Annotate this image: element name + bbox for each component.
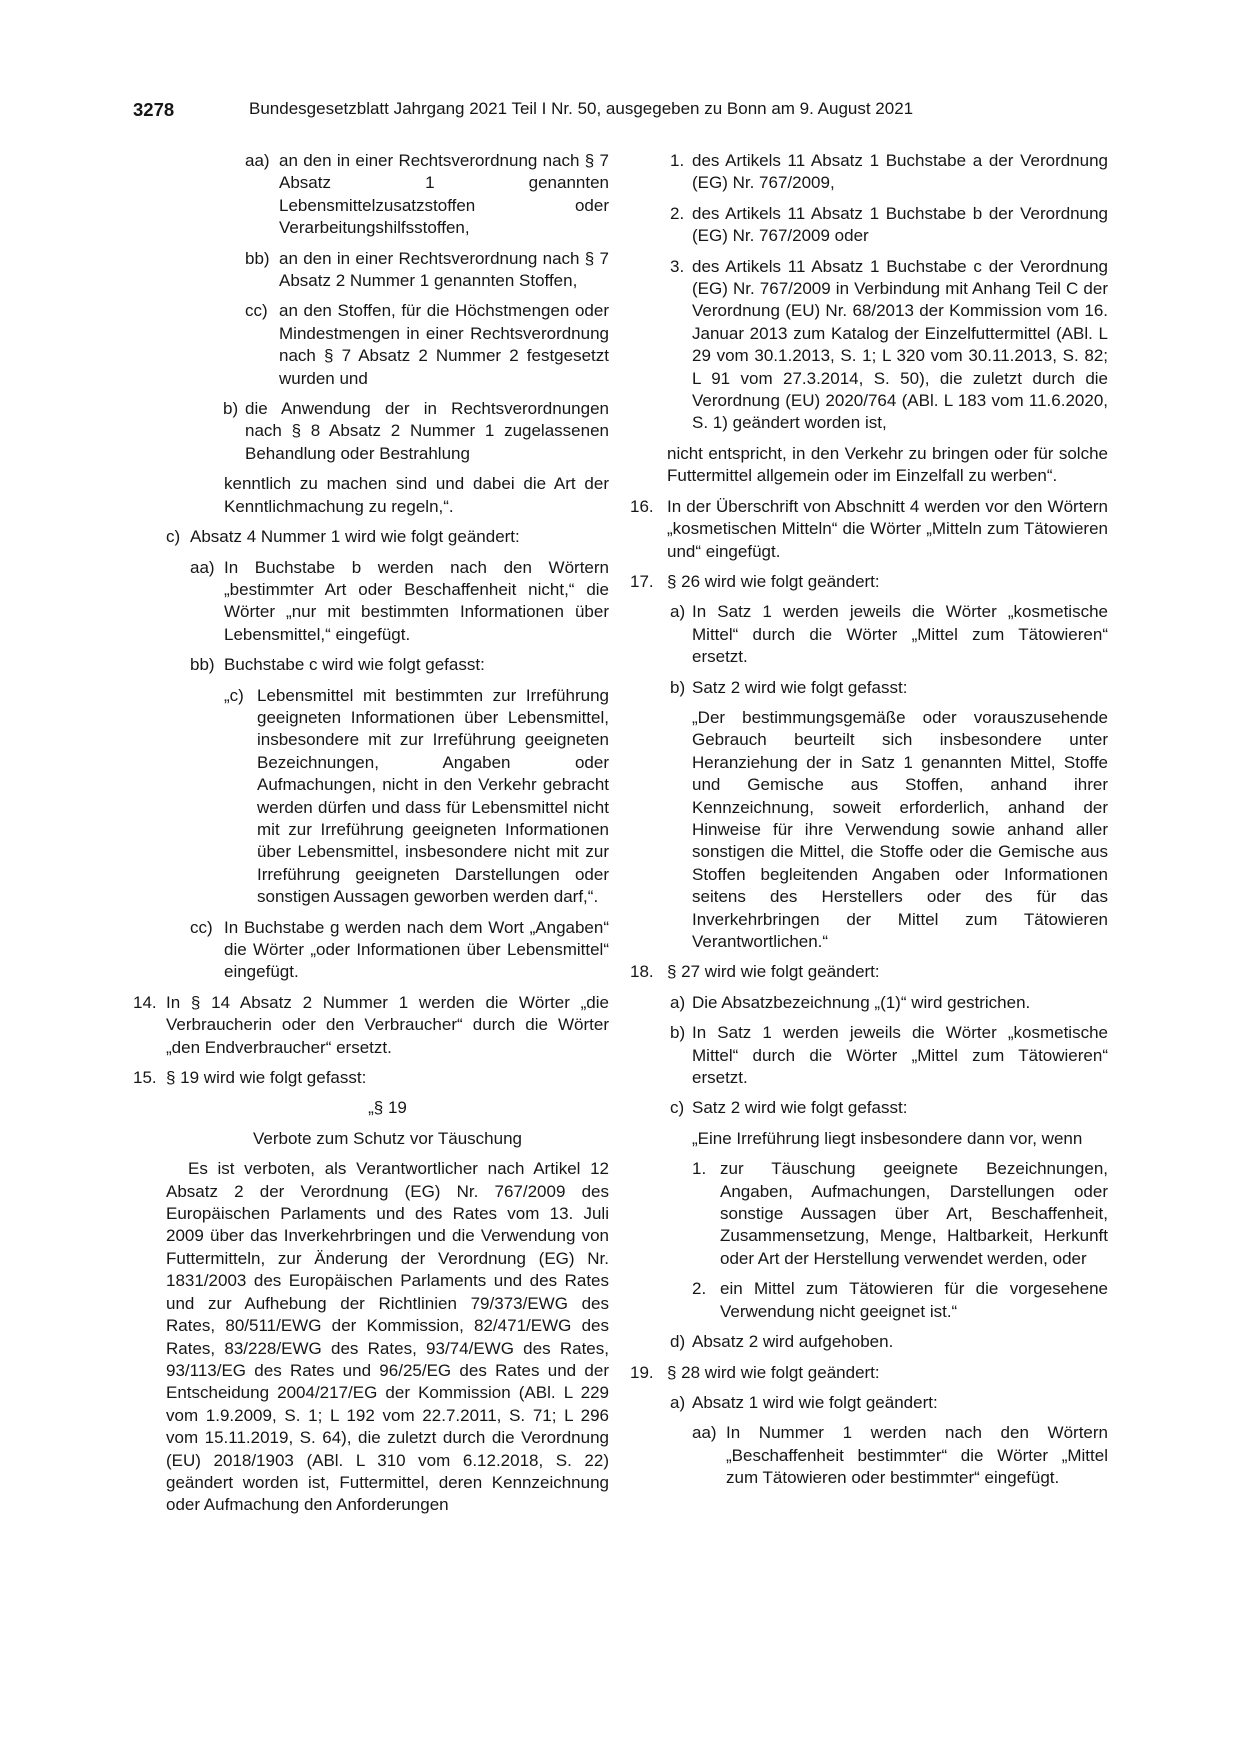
list-item	[630, 601, 1108, 668]
item-text: an den Stoffen, für die Höchstmengen oder Mindestmengen in einer Rechtsverordnung nach § 7 Absatz 2 Nummer 2 festgesetzt wurden und	[279, 301, 609, 388]
list-item	[630, 1278, 1108, 1323]
item-label: 2.	[670, 203, 685, 223]
right-column	[630, 150, 1108, 1498]
item-text: des Artikels 11 Absatz 1 Buchstabe a der Verordnung (EG) Nr. 767/2009,	[692, 151, 1108, 193]
item-text: Lebensmittel mit bestimmten zur Irreführung geeigneten Informationen über Lebensmittel, insbesondere mit zur Irreführung geeigneten Bezeichnungen, Angaben oder Aufmachungen, nicht in den Verkehr gebracht werden dürfen und dass für Lebensmittel nicht mit zur Irreführung geeigneten Informationen über Lebensmittel, insbesondere nicht mit zur Irreführung geeigneten Darstellungen oder sonstigen Aussagen geworben werden darf,“.	[257, 685, 609, 907]
item-label: „c)	[224, 685, 244, 705]
list-item	[133, 992, 609, 1059]
item-text: Absatz 1 wird wie folgt geändert:	[692, 1392, 938, 1412]
paragraph: Es ist verboten, als Verantwortlicher nach Artikel 12 Absatz 2 der Verordnung (EG) Nr. 767/2009 des Europäischen Parlaments und des Rates vom 13. Juli 2009 über das Inverkehrbringen und die Verwendung von Futtermitteln, zur Änderung der Verordnung (EG) Nr. 1831/2003 des Europäischen Parlaments und des Rates und zur Aufhebung der Richtlinien 79/373/EWG des Rates, 80/511/EWG der Kommission, 82/471/EWG des Rates, 83/228/EWG des Rates, 93/74/EWG des Rates, 93/113/EG des Rates und 96/25/EG des Rates und der Entscheidung 2004/217/EG der Kommission (ABl. L 229 vom 1.9.2009, S. 1; L 192 vom 22.7.2011, S. 71; L 296 vom 15.11.2019, S. 64), die zuletzt durch die Verordnung (EU) 2018/1903 (ABl. L 310 vom 6.12.2018, S. 22) geändert worden ist, Futtermittel, deren Kennzeichnung oder Aufmachung den Anforderungen	[166, 1159, 609, 1515]
list-item	[133, 917, 609, 984]
item-text: Absatz 4 Nummer 1 wird wie folgt geändert:	[190, 527, 520, 547]
item-label: 16.	[630, 496, 654, 516]
item-label: bb)	[190, 655, 215, 675]
list-item	[630, 571, 1108, 593]
item-text: § 28 wird wie folgt geändert:	[667, 1362, 880, 1382]
item-text: § 19 wird wie folgt gefasst:	[166, 1068, 367, 1088]
list-item	[630, 1158, 1108, 1270]
item-text: Absatz 2 wird aufgehoben.	[692, 1332, 894, 1352]
item-label: 19.	[630, 1362, 654, 1382]
item-label: d)	[670, 1332, 686, 1352]
list-item	[630, 1422, 1108, 1489]
list-item	[630, 1022, 1108, 1089]
item-text: In Nummer 1 werden nach den Wörtern „Beschaffenheit bestimmter“ die Wörter „Mittel zum Tätowieren oder bestimmter“ eingefügt.	[726, 1423, 1108, 1488]
list-item	[133, 557, 609, 647]
item-text: In Buchstabe g werden nach dem Wort „Angaben“ die Wörter „oder Informationen über Lebensmittel“ eingefügt.	[224, 917, 609, 982]
paragraph: nicht entspricht, in den Verkehr zu bringen oder für solche Futtermittel allgemein oder im Einzelfall zu werben“.	[667, 443, 1108, 486]
item-text: ein Mittel zum Tätowieren für die vorgesehene Verwendung nicht geeignet ist.“	[720, 1279, 1108, 1321]
item-text: In Satz 1 werden jeweils die Wörter „kosmetische Mittel“ durch die Wörter „Mittel zum Tätowieren“ ersetzt.	[692, 1023, 1108, 1088]
item-text: an den in einer Rechtsverordnung nach § 7 Absatz 2 Nummer 1 genannten Stoffen,	[279, 248, 609, 291]
item-text: des Artikels 11 Absatz 1 Buchstabe c der Verordnung (EG) Nr. 767/2009 in Verbindung mit Anhang Teil C der Verordnung (EU) Nr. 68/2013 der Kommission vom 16. Januar 2013 zum Katalog der Einzelfuttermittel (ABl. L 29 vom 30.1.2013, S. 1; L 320 vom 30.11.2013, S. 82; L 91 vom 27.3.2014, S. 50), die zuletzt durch die Verordnung (EU) 2020/764 (ABl. L 183 vom 11.6.2020, S. 1) geändert worden ist,	[692, 256, 1108, 433]
section-number: „§ 19	[368, 1098, 407, 1118]
item-label: 18.	[630, 962, 654, 982]
item-label: aa)	[692, 1423, 717, 1443]
page-number: 3278	[133, 99, 175, 120]
list-item	[133, 685, 609, 909]
list-item	[630, 1392, 1108, 1414]
item-text: In § 14 Absatz 2 Nummer 1 werden die Wörter „die Verbraucherin oder den Verbraucher“ durch die Wörter „den Endverbraucher“ ersetzt.	[166, 992, 609, 1057]
item-label: 14.	[133, 992, 157, 1012]
item-text: an den in einer Rechtsverordnung nach § 7 Absatz 1 genannten Lebensmittelzusatzstoffen oder Verarbeitungshilfsstoffen,	[279, 151, 609, 238]
list-item	[630, 496, 1108, 563]
item-label: cc)	[245, 301, 268, 321]
item-label: a)	[670, 602, 686, 622]
paragraph: kenntlich zu machen sind und dabei die Art der Kenntlichmachung zu regeln,“.	[224, 474, 609, 516]
item-text: Buchstabe c wird wie folgt gefasst:	[224, 655, 485, 675]
list-item	[133, 398, 609, 465]
item-label: a)	[670, 1392, 686, 1412]
list-item	[630, 677, 1108, 699]
list-item	[630, 992, 1108, 1014]
list-item	[630, 203, 1108, 248]
quoted-paragraph: „Der bestimmungsgemäße oder vorauszusehende Gebrauch beurteilt sich insbesondere unter Heranziehung der in Satz 1 genannten Mittel, Stoffe und Gemische aus Stoffen, anhand ihrer Kennzeichnung, soweit erforderlich, anhand der Hinweise für ihre Verwendung sowie anhand aller sonstigen die Mittel, die Stoffe oder die Gemische aus Stoffen begleitenden Angaben oder Informationen seitens des Herstellers oder des für das Inverkehrbringen der Mittel zum Tätowieren Verantwortlichen.“	[692, 707, 1108, 951]
item-label: c)	[670, 1098, 685, 1118]
list-item	[630, 256, 1108, 435]
item-text: In Satz 1 werden jeweils die Wörter „kosmetische Mittel“ durch die Wörter „Mittel zum Tätowieren“ ersetzt.	[692, 602, 1108, 667]
item-label: a)	[670, 992, 686, 1012]
list-item	[133, 1067, 609, 1089]
item-text: § 26 wird wie folgt geändert:	[667, 571, 880, 591]
left-column	[133, 150, 609, 1525]
item-label: 17.	[630, 571, 654, 591]
list-item	[133, 654, 609, 676]
item-text: die Anwendung der in Rechtsverordnungen nach § 8 Absatz 2 Nummer 1 zugelassenen Behandlung oder Bestrahlung	[245, 399, 609, 463]
item-text: Die Absatzbezeichnung „(1)“ wird gestrichen.	[692, 992, 1031, 1012]
item-text: zur Täuschung geeignete Bezeichnungen, Angaben, Aufmachungen, Darstellungen oder sonstige Aussagen über Art, Beschaffenheit, Zusammensetzung, Menge, Haltbarkeit, Herkunft oder Art der Herstellung verwendet werden, oder	[720, 1159, 1108, 1268]
list-item	[630, 150, 1108, 195]
item-label: aa)	[245, 151, 270, 170]
quoted-paragraph: „Eine Irreführung liegt insbesondere dann vor, wenn	[692, 1128, 1083, 1148]
item-label: cc)	[190, 917, 213, 937]
list-item	[630, 961, 1108, 983]
item-text: Satz 2 wird wie folgt gefasst:	[692, 677, 908, 697]
item-label: b)	[670, 1023, 686, 1043]
item-label: b)	[670, 677, 686, 697]
item-text: In der Überschrift von Abschnitt 4 werden vor den Wörtern „kosmetischen Mitteln“ die Wörter „Mitteln zum Tätowieren und“ eingefügt.	[667, 496, 1108, 561]
item-label: 3.	[670, 256, 685, 276]
list-item	[133, 300, 609, 390]
list-item	[133, 150, 609, 240]
list-item	[630, 1097, 1108, 1119]
section-title: Verbote zum Schutz vor Täuschung	[252, 1128, 522, 1148]
item-label: c)	[166, 527, 181, 547]
list-item	[630, 1331, 1108, 1353]
item-label: 1.	[670, 151, 685, 170]
item-label: 2.	[692, 1279, 707, 1299]
running-head: Bundesgesetzblatt Jahrgang 2021 Teil I Nr. 50, ausgegeben zu Bonn am 9. August 2021	[249, 99, 914, 118]
item-text: In Buchstabe b werden nach den Wörtern „bestimmter Art oder Beschaffenheit nicht,“ die Wörter „nur mit bestimmten Informationen über Lebensmittel,“ eingefügt.	[224, 557, 609, 644]
list-item	[630, 1362, 1108, 1384]
item-label: bb)	[245, 248, 270, 268]
item-text: Satz 2 wird wie folgt gefasst:	[692, 1098, 908, 1118]
item-label: aa)	[190, 557, 215, 577]
item-label: b)	[223, 399, 239, 419]
list-item	[133, 248, 609, 293]
item-text: des Artikels 11 Absatz 1 Buchstabe b der Verordnung (EG) Nr. 767/2009 oder	[692, 203, 1108, 246]
item-label: 15.	[133, 1068, 157, 1088]
page-header	[133, 99, 1108, 125]
list-item	[133, 526, 609, 548]
item-label: 1.	[692, 1159, 707, 1179]
item-text: § 27 wird wie folgt geändert:	[667, 962, 880, 982]
